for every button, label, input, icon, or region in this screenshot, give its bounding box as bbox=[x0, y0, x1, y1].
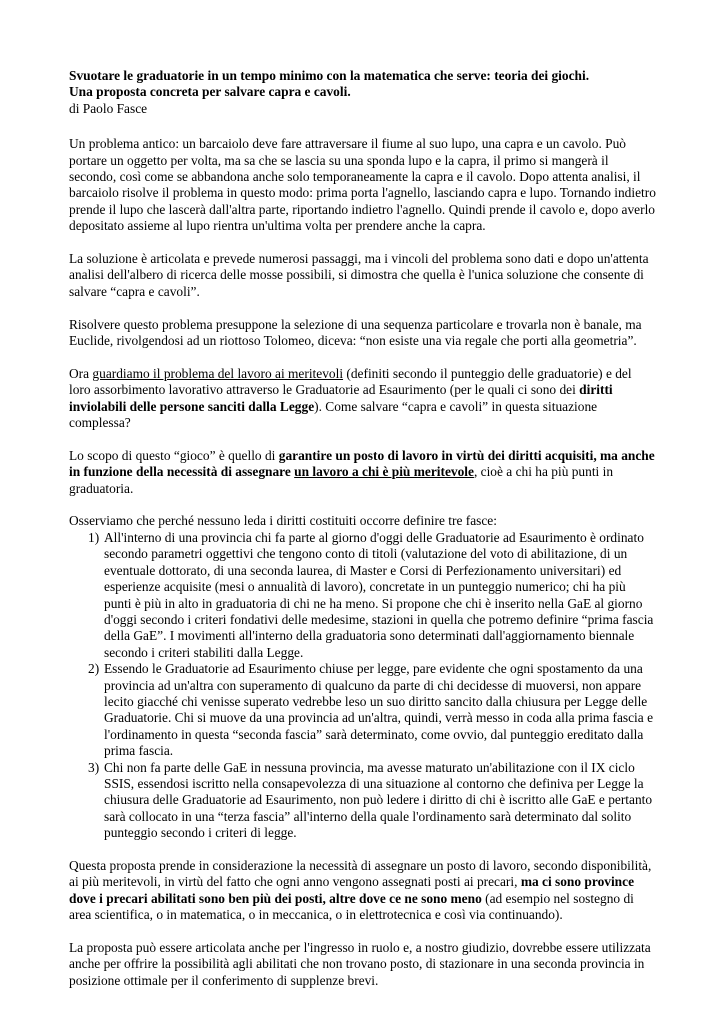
list-item-text: All'interno di una provincia chi fa parte al giorno d'oggi delle Graduatorie ad Esaurimento è ordinato secondo parametri oggettivi che tengono conto di titoli (valutazione del voto di abilitazione, di un eventuale dottorato, di una seconda laurea, di Master e Corsi di Perfezionamento universitari) ed esperienze acquisite (mesi o annualità di lavoro), concretate in un punteggio numerico; chi ha più punti è più in alto in graduatoria di chi ne ha meno. Si propone che chi è inserito nella GaE al giorno d'oggi secondo i criteri fondativi delle medesime, stazioni in quella che potremo definire “prima fascia della GaE”. I movimenti all'interno della graduatoria sono determinati dall'aggiornamento biennale secondo i criteri stabiliti dalla Legge. bbox=[104, 529, 654, 660]
author-byline: di Paolo Fasce bbox=[69, 100, 148, 116]
list-item bbox=[69, 760, 656, 842]
p7-text-b: (ad esempio nel sostegno di area scientifica, o in matematica, o in meccanica, o in elettrotecnica e così via continuando). bbox=[69, 890, 634, 923]
list-number: 1) bbox=[88, 529, 100, 545]
paragraph-6: Osserviamo che perché nessuno leda i diritti costituiti occorre definire tre fasce: bbox=[69, 513, 497, 529]
p5-text-b: , cioè a chi ha più punti in graduatoria. bbox=[69, 464, 614, 496]
paragraph-7 bbox=[69, 858, 656, 924]
list-item-text: Essendo le Graduatorie ad Esaurimento chiuse per legge, pare evidente che ogni spostamento da una provincia ad un'altra con superamento di qualcuno da parte di chi decidesse di muoversi, non appare lecito giacché chi venisse superato vedrebbe leso un suo diritto sancito dalla chiusura per Legge delle Graduatorie. Chi si muove da una provincia ad un'altra, quindi, verrà messo in coda alla prima fascia e l'ordinamento in questa “seconda fascia” sarà determinato, come ovvio, dal punteggio ereditato dalla prima fascia. bbox=[104, 661, 654, 759]
p4-underlined: guardiamo il problema del lavoro ai meritevoli bbox=[92, 365, 344, 381]
p4-text-b: (definiti secondo il punteggio delle graduatorie) e del loro assorbimento lavorativo attraverso le Graduatorie ad Esaurimento (per le quali ci sono dei bbox=[69, 365, 632, 398]
p5-bold: garantire un posto di lavoro in virtù dei diritti acquisiti, ma anche in funzione della necessità di assegnare bbox=[69, 447, 655, 480]
paragraph-8: La proposta può essere articolata anche per l'ingresso in ruolo e, a nostro giudizio, dovrebbe essere utilizzata anche per offrire la possibilità agli abilitati che non trovano posto, di stazionare in una seconda provincia in posizione ottimale per il conferimento di supplenze brevi. bbox=[69, 940, 651, 988]
p5-bold-underlined: un lavoro a chi è più meritevole bbox=[294, 464, 474, 480]
list-number: 2) bbox=[88, 661, 100, 677]
paragraph-1: Un problema antico: un barcaiolo deve fare attraversare il fiume al suo lupo, una capra e un cavolo. Può portare un oggetto per volta, ma sa che se lascia su una sponda lupo e la capra, il primo si mangerà il secondo, così come se abbandona anche solo temporaneamente la capra e il cavolo. Dopo attenta analisi, il barcaiolo risolve il problema in questo modo: prima porta l'agnello, lasciando capra e lupo. Tornando indietro prende il lupo che lascerà dall'altra parte, riportando indietro l'agnello. Quindi prende il cavolo e, dopo averlo depositato assieme al lupo rientra un'ultima volta per prendere anche la capra. bbox=[69, 136, 656, 234]
numbered-list bbox=[69, 530, 656, 842]
list-number: 3) bbox=[88, 759, 100, 775]
paragraph-3: Risolvere questo problema presuppone la selezione di una sequenza particolare e trovarla non è banale, ma Euclide, rivolgendosi ad un riottoso Tolomeo, diceva: “non esiste una via regale che porti alla geometria”. bbox=[69, 316, 642, 349]
paragraph-5 bbox=[69, 448, 656, 497]
p7-text-a: Questa proposta prende in considerazione la necessità di assegnare un posto di lavoro, secondo disponibilità, ai più meritevoli, in virtù del fatto che ogni anno vengono assegnati posti ai precari, bbox=[69, 858, 652, 890]
paragraph-2: La soluzione è articolata e prevede numerosi passaggi, ma i vincoli del problema sono dati e dopo un'attenta analisi dell'albero di ricerca delle mosse possibili, si dimostra che quella è l'unica soluzione che consente di salvare “capra e cavoli”. bbox=[69, 251, 649, 299]
p4-bold: diritti inviolabili delle persone sanciti dalla Legge bbox=[69, 382, 613, 414]
list-item bbox=[69, 661, 656, 759]
document-title bbox=[69, 68, 656, 101]
p7-bold: ma ci sono province dove i precari abilitati sono ben più dei posti, altre dove ce ne sono meno bbox=[69, 874, 635, 906]
paragraph-4 bbox=[69, 366, 656, 432]
title-line-1: Svuotare le graduatorie in un tempo minimo con la matematica che serve: teoria dei giochi. bbox=[69, 68, 590, 83]
p5-text-a: Lo scopo di questo “gioco” è quello di bbox=[69, 447, 279, 463]
list-item-text: Chi non fa parte delle GaE in nessuna provincia, ma avesse maturato un'abilitazione con il IX ciclo SSIS, essendosi iscritto nella consapevolezza di una situazione al contorno che definiva per Legge la chiusura delle Graduatorie ad Esaurimento, non può ledere i diritto di chi è iscritto alle GaE e pertanto sarà collocato in una “terza fascia” all'interno della quale l'ordinamento sarà determinato dal solito punteggio secondo i criteri di legge. bbox=[104, 759, 653, 841]
title-line-2: Una proposta concreta per salvare capra e cavoli. bbox=[69, 84, 351, 100]
list-item bbox=[69, 530, 656, 661]
p4-text-a: Ora bbox=[69, 365, 93, 381]
p4-text-c: ). Come salvare “capra e cavoli” in questa situazione complessa? bbox=[69, 398, 598, 431]
